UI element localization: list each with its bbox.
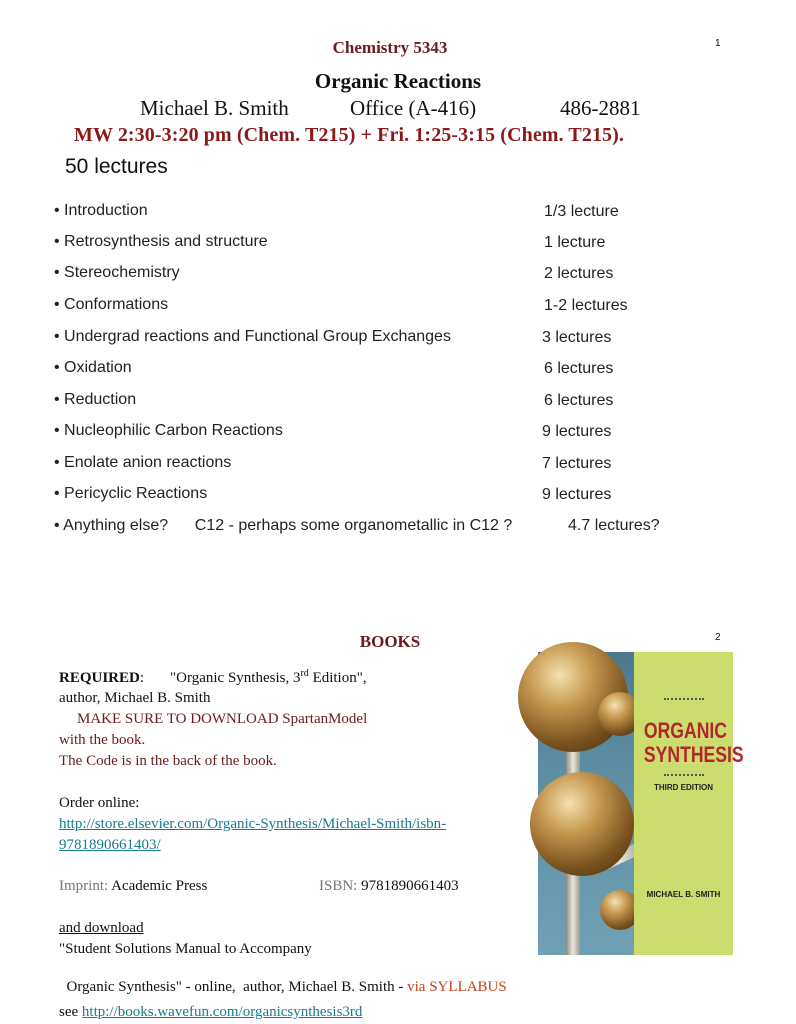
via-syllabus: via SYLLABUS xyxy=(407,979,507,995)
books-heading: BOOKS xyxy=(359,632,421,651)
order-link[interactable]: http://store.elsevier.com/Organic-Synthesis/Michael-Smith/isbn- xyxy=(59,816,447,832)
cover-edition: THIRD EDITION xyxy=(653,783,714,792)
office-location: Office (A-416) xyxy=(350,96,477,120)
solutions-line-1: "Student Solutions Manual to Accompany xyxy=(59,941,312,957)
code-line: The Code is in the back of the book. xyxy=(59,753,277,769)
instructor-name: Michael B. Smith xyxy=(140,96,289,120)
topic-item: • Anything else? C12 - perhaps some organometallic in C12 ? xyxy=(54,517,513,534)
order-label: Order online: xyxy=(59,795,140,811)
cover-title-line-1: ORGANIC xyxy=(643,718,728,743)
topic-item: • Pericyclic Reactions xyxy=(54,485,208,502)
required-label: REQUIRED xyxy=(59,670,140,686)
topic-item: • Introduction xyxy=(54,202,148,219)
book-title-edition: Edition", xyxy=(308,670,367,686)
topic-duration: 6 lectures xyxy=(544,392,614,409)
topic-item: • Undergrad reactions and Functional Group Exchanges xyxy=(54,328,451,345)
cover-author: MICHAEL B. SMITH xyxy=(646,890,721,899)
page-number-1: 1 xyxy=(715,38,721,49)
solutions-line-2 xyxy=(59,962,507,996)
isbn-line xyxy=(319,878,459,895)
imprint-line xyxy=(59,878,207,895)
topic-item: • Conformations xyxy=(54,296,169,313)
lecture-count: 50 lectures xyxy=(65,155,168,178)
author-line: author, Michael B. Smith xyxy=(59,690,211,706)
topic-duration: 4.7 lectures? xyxy=(568,517,660,534)
topic-item: • Stereochemistry xyxy=(54,264,180,281)
topic-duration: 6 lectures xyxy=(544,360,614,377)
topic-item: • Retrosynthesis and structure xyxy=(54,233,268,250)
isbn-value: 9781890661403 xyxy=(361,878,459,894)
download-line-2: with the book. xyxy=(59,732,146,748)
see-line xyxy=(59,1004,362,1021)
see-label: see xyxy=(59,1004,79,1020)
page-number-2: 2 xyxy=(715,632,721,643)
isbn-label: ISBN: xyxy=(319,878,358,894)
topic-item: • Nucleophilic Carbon Reactions xyxy=(54,422,283,439)
download-line-1: MAKE SURE TO DOWNLOAD SpartanModel xyxy=(77,711,368,727)
topic-item: • Oxidation xyxy=(54,359,132,376)
required-colon: : xyxy=(139,670,145,686)
topic-duration: 7 lectures xyxy=(542,455,612,472)
book-cover-image xyxy=(538,652,744,955)
cover-panel xyxy=(634,652,744,955)
topic-duration: 2 lectures xyxy=(544,265,614,282)
imprint-label: Imprint: xyxy=(59,878,109,894)
topic-duration: 9 lectures xyxy=(542,486,612,503)
class-schedule: MW 2:30-3:20 pm (Chem. T215) + Fri. 1:25-3:15 (Chem. T215). xyxy=(74,124,625,146)
cover-title-line-2: SYNTHESIS xyxy=(643,742,744,767)
book-title: "Organic Synthesis, 3 xyxy=(170,670,301,686)
topic-duration: 1 lecture xyxy=(544,234,606,251)
order-link-continued[interactable]: 9781890661403/ xyxy=(59,837,161,853)
course-title: Chemistry 5343 xyxy=(332,38,448,57)
solutions-text: Organic Synthesis" - online, author, Michael B. Smith - xyxy=(66,979,408,995)
cover-photo xyxy=(538,652,634,955)
book-title-sup: rd xyxy=(300,668,309,679)
imprint-value: Academic Press xyxy=(111,878,208,894)
page-title: Organic Reactions xyxy=(314,69,482,93)
required-line xyxy=(59,668,367,687)
topic-duration: 3 lectures xyxy=(542,329,612,346)
topic-duration: 9 lectures xyxy=(542,423,612,440)
topic-item: • Reduction xyxy=(54,391,137,408)
topic-duration: 1/3 lecture xyxy=(544,203,619,220)
topic-item: • Enolate anion reactions xyxy=(54,454,232,471)
phone-number: 486-2881 xyxy=(560,96,641,120)
topic-duration: 1-2 lectures xyxy=(544,297,628,314)
and-download: and download xyxy=(59,920,144,936)
see-link[interactable]: http://books.wavefun.com/organicsynthesis3rd xyxy=(81,1004,363,1020)
